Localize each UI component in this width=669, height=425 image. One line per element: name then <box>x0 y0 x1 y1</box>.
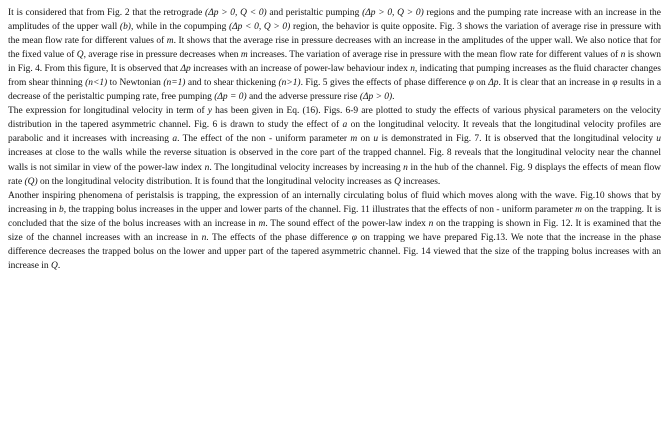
math-expression: Q <box>394 176 401 187</box>
text-run: and the adverse pressure rise <box>246 92 360 103</box>
math-expression: (Δp < 0, Q > 0) <box>228 22 291 33</box>
text-run: . The effects of the phase difference <box>206 232 352 243</box>
math-expression: n <box>204 162 210 173</box>
text-run: in the hub of the channel. Fig. 9 displays the effects of mean flow rate <box>8 162 662 187</box>
text-run: . <box>392 92 395 103</box>
math-expression: u <box>656 134 662 145</box>
math-expression: (Δp > 0, Q > 0) <box>362 8 424 18</box>
text-run: on the longitudinal velocity distribution. It is found that the longitudinal velocity increases as <box>37 176 395 187</box>
math-expression: φ <box>351 232 357 243</box>
text-run: on the trapping is shown in Fig. 12. It is examined that the size of the channel increases with an increase in <box>8 218 661 243</box>
math-expression: m <box>240 50 248 61</box>
math-expression: u <box>373 134 379 145</box>
text-run: has been given in Eq. (16). Figs. 6-9 are plotted to study the effects of various physical parameters on the velocity distribution in the tapered asymmetric channel. Fig. 6 is drawn to study the effect of <box>8 106 661 131</box>
text-run: The expression for longitudinal velocity in term of <box>8 106 208 117</box>
math-expression: n <box>403 162 408 173</box>
math-expression: n <box>201 232 207 243</box>
paragraph-velocity-results <box>8 104 661 188</box>
text-run: on the trapping. It is concluded that the size of the bolus increases with an increase in <box>8 204 661 229</box>
text-run: increases at close to the walls while the reverse situation is observed in the core part of the trapped channel. Fig. 8 reveals that the longitudinal velocity near the channel walls is not similar in view of the power-law index <box>8 148 661 173</box>
text-run: . Fig. 5 gives the effects of phase difference <box>300 78 469 89</box>
math-expression: n <box>410 64 415 75</box>
text-run: . The sound effect of the power-law index <box>265 218 429 229</box>
paragraph-trapping-results <box>8 189 661 273</box>
text-run: , the trapping bolus increases in the upper and lower parts of the channel. Fig. 11 illustrates that the effects of non - uniform parameter <box>63 204 576 215</box>
text-run: , average rise in pressure decreases when <box>83 50 241 61</box>
math-expression: Q <box>76 50 84 61</box>
math-expression: Q <box>50 260 58 271</box>
text-run: and to shear thickening <box>185 78 279 89</box>
text-run: on the longitudinal velocity. It reveals that the longitudinal velocity profiles are parabolic and it increases with increasing <box>8 120 661 145</box>
text-run: . <box>57 260 61 271</box>
text-run: is demonstrated in Fig. 7. It is observed that the longitudinal velocity <box>378 134 657 145</box>
text-run: , while in the copumping <box>130 22 229 33</box>
math-expression: n <box>428 218 434 229</box>
text-run: on <box>357 134 374 145</box>
math-expression: a <box>172 134 178 145</box>
text-run: . It shows that the average rise in pressure decreases with an increase in the amplitudes of the upper wall. We also notice that for the fixed value of <box>8 36 662 61</box>
math-expression: m <box>575 204 582 215</box>
text-run: increases with an increase of power-law behaviour index <box>190 64 411 75</box>
text-run: . The effect of the non - uniform parameter <box>177 134 351 145</box>
math-expression: Δp <box>180 64 191 75</box>
text-run: . It is clear that an increase in <box>498 78 613 89</box>
text-run: results in a decrease of the peristaltic pumping rate, free pumping <box>8 78 662 103</box>
math-expression: (Q) <box>24 176 38 187</box>
text-run: It is considered that from Fig. 2 that the retrograde <box>8 8 206 18</box>
text-run: to Newtonian <box>107 78 164 89</box>
math-expression: (b) <box>119 22 131 33</box>
math-expression: (Δp > 0, Q < 0) <box>205 8 267 18</box>
text-run: on <box>473 78 489 89</box>
math-expression: (n<1) <box>85 78 108 89</box>
math-expression: φ <box>468 78 474 89</box>
math-expression: b <box>59 204 64 215</box>
text-run: Another inspiring phenomena of peristalsis is trapping, the expression of an internally circulating bolus of fluid which moves along with the wave. Fig.10 shows that by increasing in <box>8 190 661 215</box>
math-expression: n <box>620 50 626 61</box>
math-expression: φ <box>612 78 618 89</box>
text-run: , indicating that pumping increases as the fluid character changes from shear thinning <box>8 64 661 89</box>
text-run: on trapping we have prepared Fig.13. We note that the increase in the phase difference decreases the trapped bolus on the lower and upper part of the tapered asymmetric channel. Fig. 14 viewed that the size of the trapping bolus increases with an increase in <box>8 232 661 271</box>
math-expression: (Δp = 0) <box>214 92 247 103</box>
math-expression: m <box>350 134 358 145</box>
text-run: and peristaltic pumping <box>266 8 363 18</box>
math-expression: (n>1) <box>278 78 301 89</box>
paragraph-pumping-results <box>8 6 661 104</box>
math-expression: a <box>342 120 348 131</box>
math-expression: Δp <box>488 78 499 89</box>
math-expression: m <box>166 36 174 47</box>
math-expression: (Δp > 0) <box>359 92 393 103</box>
text-run: is shown in Fig. 4. From this figure, It is observed that <box>8 50 662 75</box>
text-run: . The longitudinal velocity increases by increasing <box>209 162 404 173</box>
text-run: increases. <box>400 176 441 187</box>
math-expression: y <box>207 106 212 117</box>
text-run: regions and the pumping rate increase with an increase in the amplitudes of the upper wall <box>8 8 661 33</box>
text-run: increases. The variation of average rise in pressure with the mean flow rate for different values of <box>247 50 621 61</box>
text-run: region, the behavior is quite opposite. Fig. 3 shows the variation of average rise in pressure with the mean flow rate for different values of <box>8 22 661 47</box>
math-expression: m <box>258 218 266 229</box>
math-expression: (n=1) <box>163 78 186 89</box>
